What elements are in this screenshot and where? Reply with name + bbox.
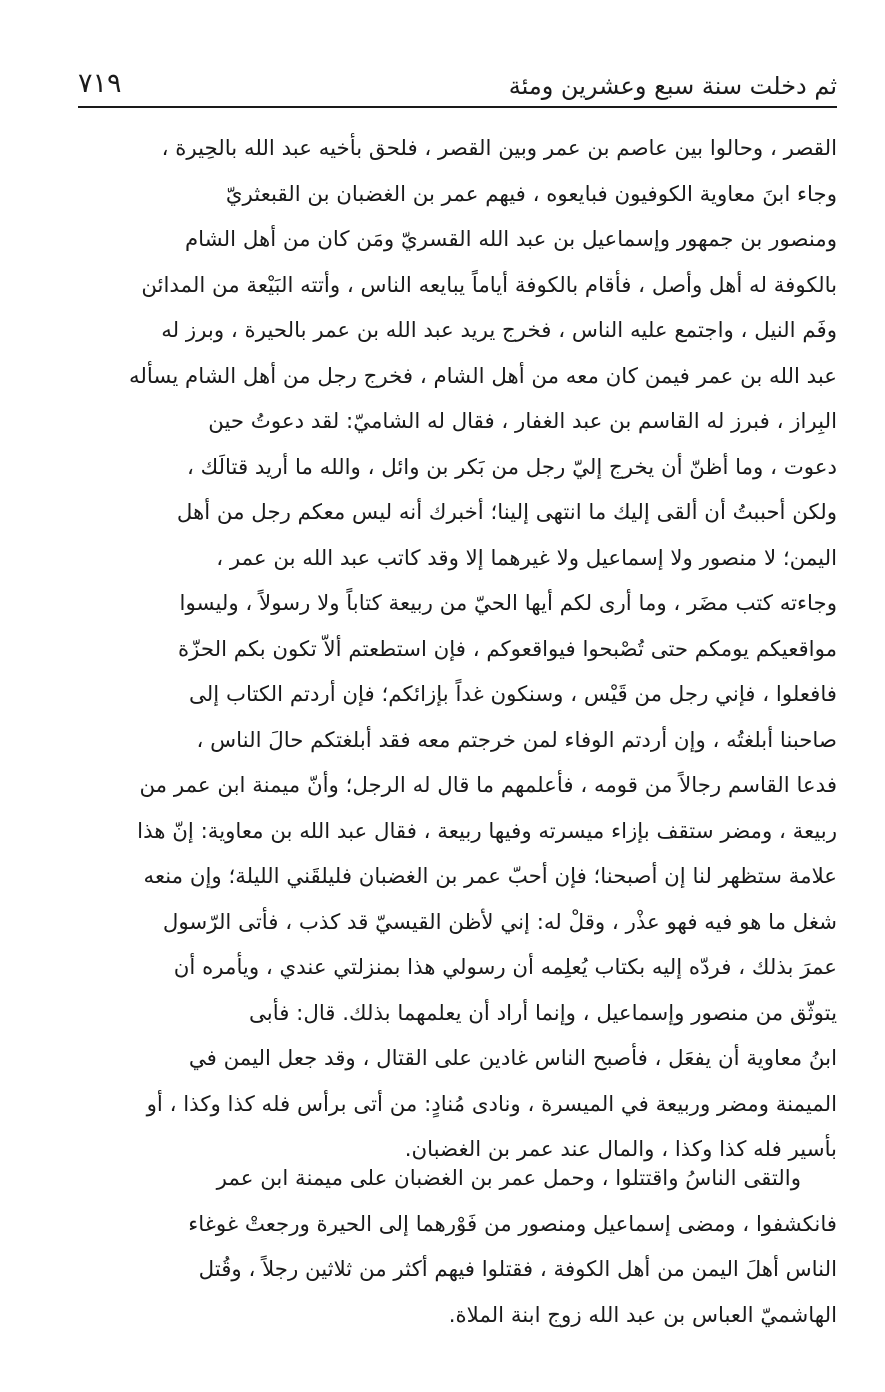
page-number: ٧١٩ bbox=[78, 68, 122, 99]
text-line: بأسير فله كذا وكذا ، والمال عند عمر بن الغضبان. bbox=[404, 1137, 837, 1162]
text-line: البِراز ، فبرز له القاسم بن عبد الغفار ، فقال له الشاميّ: لقد دعوتُ حين bbox=[208, 409, 837, 434]
text-line: والتقى الناسُ واقتتلوا ، وحمل عمر بن الغضبان على ميمنة ابن عمر bbox=[216, 1166, 801, 1191]
text-line: صاحبنا أبلغتُه ، وإن أردتم الوفاء لمن خرجتم معه فقد أبلغتكم حالَ الناس ، bbox=[196, 727, 837, 753]
header-rule bbox=[78, 106, 837, 108]
paragraph-1 bbox=[84, 126, 837, 1173]
text-line: فدعا القاسم رجالاً من قومه ، فأعلمهم ما قال له الرجل؛ وأنّ ميمنة ابن عمر من bbox=[139, 773, 837, 798]
text-line: مواقعيكم يومكم حتى تُصْبحوا فيواقعوكم ، فإن استطعتم ألاّ تكون بكم الحزّة bbox=[177, 636, 837, 662]
text-line: ابنُ معاوية أن يفعَل ، فأصبح الناس غادين على القتال ، وقد جعل اليمن في bbox=[188, 1046, 837, 1071]
text-line: فافعلوا ، فإني رجل من قَيْس ، وسنكون غداً بإزائكم؛ فإن أردتم الكتاب إلى bbox=[189, 682, 837, 707]
text-line: بالكوفة له أهل وأصل ، فأقام بالكوفة أياماً يبايعه الناس ، وأتته البَيْعة من المدائن bbox=[141, 272, 837, 298]
text-line: الهاشميّ العباس بن عبد الله زوج ابنة الملاة. bbox=[448, 1302, 837, 1328]
text-line: ولكن أحببتُ أن ألقى إليك ما انتهى إلينا؛ أخبرك أنه ليس معكم رجل من أهل bbox=[176, 500, 837, 525]
running-title: ثم دخلت سنة سبع وعشرين ومئة bbox=[508, 72, 837, 100]
text-line: علامة ستظهر لنا إن أصبحنا؛ فإن أحبّ عمر بن الغضبان فليلقَني الليلة؛ وإن منعه bbox=[143, 864, 837, 889]
text-line: عبد الله بن عمر فيمن كان معه من أهل الشام ، فخرج رجل من أهل الشام يسأله bbox=[128, 363, 837, 389]
text-line: يتوثّق من منصور وإسماعيل ، وإنما أراد أن يعلمهما بذلك. قال: فأبى bbox=[249, 1000, 837, 1026]
text-line: وفَم النيل ، واجتمع عليه الناس ، فخرج يريد عبد الله بن عمر بالحيرة ، وبرز له bbox=[161, 318, 837, 343]
text-line: ومنصور بن جمهور وإسماعيل بن عبد الله القسريّ ومَن كان من أهل الشام bbox=[184, 227, 837, 252]
text-line: وجاءته كتب مضَر ، وما أرى لكم أيها الحيّ من ربيعة كتاباً ولا رسولاً ، وليسوا bbox=[179, 591, 837, 616]
text-line: ربيعة ، ومضر ستقف بإزاء ميسرته وفيها ربيعة ، فقال عبد الله بن معاوية: إنّ هذا bbox=[137, 818, 837, 844]
text-line: الناس أهلَ اليمن من أهل الكوفة ، فقتلوا فيهم أكثر من ثلاثين رجلاً ، وقُتل bbox=[198, 1257, 837, 1282]
text-line: اليمن؛ لا منصور ولا إسماعيل ولا غيرهما إلا وقد كاتب عبد الله بن عمر ، bbox=[216, 545, 837, 571]
paragraph-2 bbox=[84, 1156, 837, 1338]
text-line: القصر ، وحالوا بين عاصم بن عمر وبين القصر ، فلحق بأخيه عبد الله بالحِيرة ، bbox=[161, 136, 837, 161]
text-line: شغل ما هو فيه فهو عذْر ، وقلْ له: إني لأظن القيسيّ قد كذب ، فأتى الرّسول bbox=[162, 909, 837, 935]
page-header bbox=[78, 66, 837, 106]
text-line: الميمنة ومضر وربيعة في الميسرة ، ونادى مُنادٍ: من أتى برأس فله كذا وكذا ، أو bbox=[146, 1091, 837, 1117]
text-line: عمرَ بذلك ، فردّه إليه بكتاب يُعلِمه أن رسولي هذا بمنزلتي عندي ، ويأمره أن bbox=[173, 955, 837, 980]
text-line: دعوت ، وما أظنّ أن يخرج إليّ رجل من بَكر بن وائل ، والله ما أريد قتالَك ، bbox=[186, 454, 837, 480]
text-line: فانكشفوا ، ومضى إسماعيل ومنصور من فَوْرهما إلى الحيرة ورجعتْ غوغاء bbox=[188, 1211, 837, 1237]
text-line: وجاء ابنَ معاوية الكوفيون فبايعوه ، فيهم عمر بن الغضبان بن القبعثريّ bbox=[225, 181, 837, 207]
